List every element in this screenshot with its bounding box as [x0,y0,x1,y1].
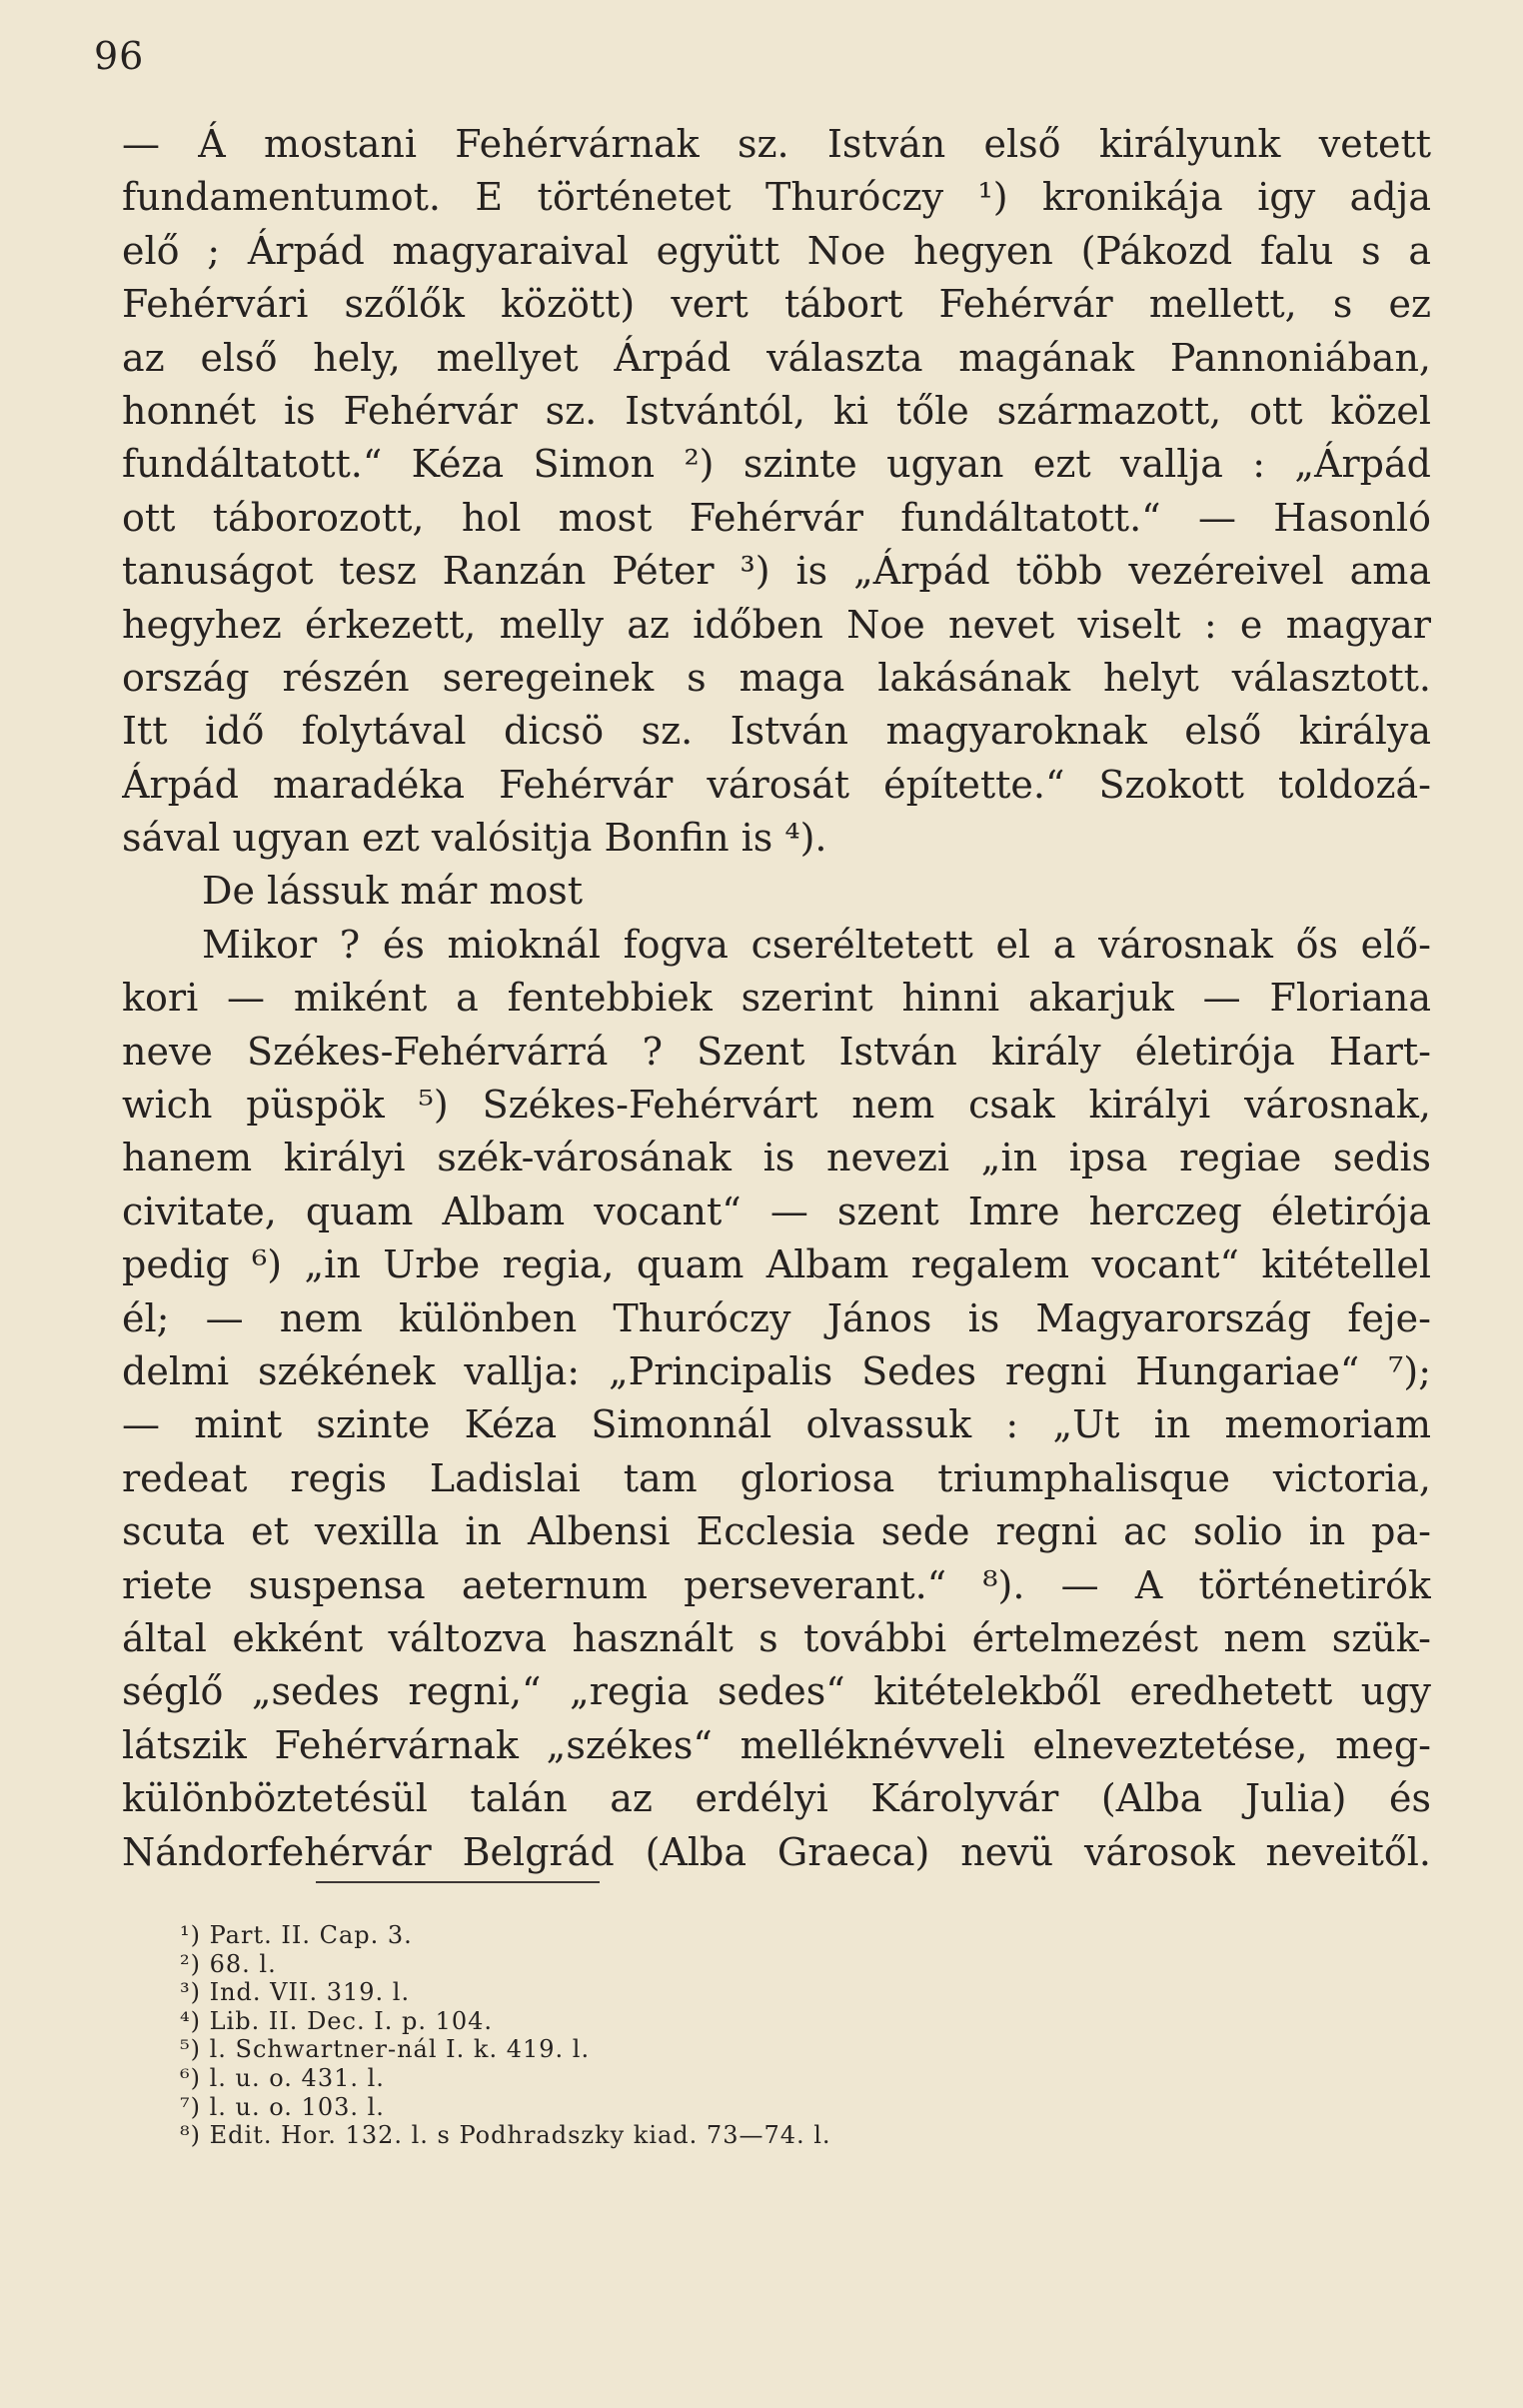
text-line: hanem királyi szék-városának is nevezi „in ipsa regiae sedis [122,1136,1431,1181]
text-line: fundamentumot. E történetet Thuróczy ¹) kronikája igy adja [122,175,1431,220]
footnote: ⁴) Lib. II. Dec. I. p. 104. [180,2006,494,2035]
text-line: wich püspök ⁵) Székes-Fehérvárt nem csak királyi városnak, [122,1083,1431,1128]
text-line: az első hely, mellyet Árpád választa magának Pannoniában, [122,335,1431,380]
footnote: ³) Ind. VII. 319. l. [180,1978,411,2007]
footnote: ⁶) l. u. o. 431. l. [180,2063,385,2092]
text-line: pedig ⁶) „in Urbe regia, quam Albam regalem vocant“ kitétellel [122,1242,1431,1287]
text-line: scuta et vexilla in Albensi Ecclesia sede regni ac solio in pa- [122,1509,1431,1554]
text-line: — Á mostani Fehérvárnak sz. István első királyunk vetett [122,122,1431,166]
text-line: civitate, quam Albam vocant“ — szent Imre herczeg életirója [122,1189,1431,1233]
body-text [122,118,1431,1879]
text-line: ország részén seregeinek s maga lakásának helyt választott. [122,655,1431,700]
text-line: séglő „sedes regni,“ „regia sedes“ kitételekből eredhetett ugy [122,1669,1431,1714]
text-line: tanuságot tesz Ranzán Péter ³) is „Árpád több vezéreivel ama [122,549,1431,594]
page-number: 96 [94,34,145,78]
text-line: Fehérvári szőlők között) vert tábort Fehérvár mellett, s ez [122,282,1431,327]
text-line: riete suspensa aeternum perseverant.“ ⁸). — A történetirók [122,1562,1431,1607]
text-line: él; — nem különben Thuróczy János is Magyarország feje- [122,1295,1431,1340]
text-line: elő ; Árpád magyaraival együtt Noe hegyen (Pákozd falu s a [122,228,1431,273]
text-line: De lássuk már most [202,869,584,914]
text-line: Mikor ? és mioknál fogva cseréltetett el a városnak ős elő- [202,922,1431,967]
text-line: neve Székes-Fehérvárrá ? Szent István király életirója Hart- [122,1029,1431,1074]
text-line: delmi székének vallja: „Principalis Sedes regni Hungariae“ ⁷); [122,1348,1431,1393]
text-line: redeat regis Ladislai tam gloriosa triumphalisque victoria, [122,1455,1431,1500]
footnotes [180,1921,1079,2150]
text-line: fundáltatott.“ Kéza Simon ²) szinte ugyan ezt vallja : „Árpád [122,442,1431,487]
footnote: ¹) Part. II. Cap. 3. [180,1921,413,1949]
text-line: Nándorfehérvár Belgrád (Alba Graeca) nevü városok neveitől. [122,1829,1431,1874]
text-line: különböztetésül talán az erdélyi Károlyvár (Alba Julia) és [122,1776,1431,1821]
text-line: hegyhez érkezett, melly az időben Noe nevet viselt : e magyar [122,602,1431,647]
text-line: Itt idő folytával dicsö sz. István magyaroknak első királya [122,709,1431,754]
text-line: sával ugyan ezt valósitja Bonfin is ⁴). [122,816,827,861]
footnote: ⁵) l. Schwartner-nál I. k. 419. l. [180,2035,591,2064]
text-line: látszik Fehérvárnak „székes“ melléknévveli elneveztetése, meg- [122,1722,1431,1767]
footnote: ⁷) l. u. o. 103. l. [180,2092,385,2121]
footnote-divider [316,1881,600,1883]
footnote: ²) 68. l. [180,1949,277,1978]
text-line: Árpád maradéka Fehérvár városát építette.“ Szokott toldozá- [122,762,1431,807]
text-line: által ekként változva használt s további értelmezést nem szük- [122,1615,1431,1660]
text-line: kori — miként a fentebbiek szerint hinni akarjuk — Floriana [122,976,1431,1021]
footnote: ⁸) Edit. Hor. 132. l. s Podhradszky kiad. 73—74. l. [180,2121,831,2150]
text-line: — mint szinte Kéza Simonnál olvassuk : „Ut in memoriam [122,1402,1431,1447]
text-line: honnét is Fehérvár sz. Istvántól, ki tőle származott, ott közel [122,388,1431,433]
text-line: ott táborozott, hol most Fehérvár fundáltatott.“ — Hasonló [122,495,1431,540]
